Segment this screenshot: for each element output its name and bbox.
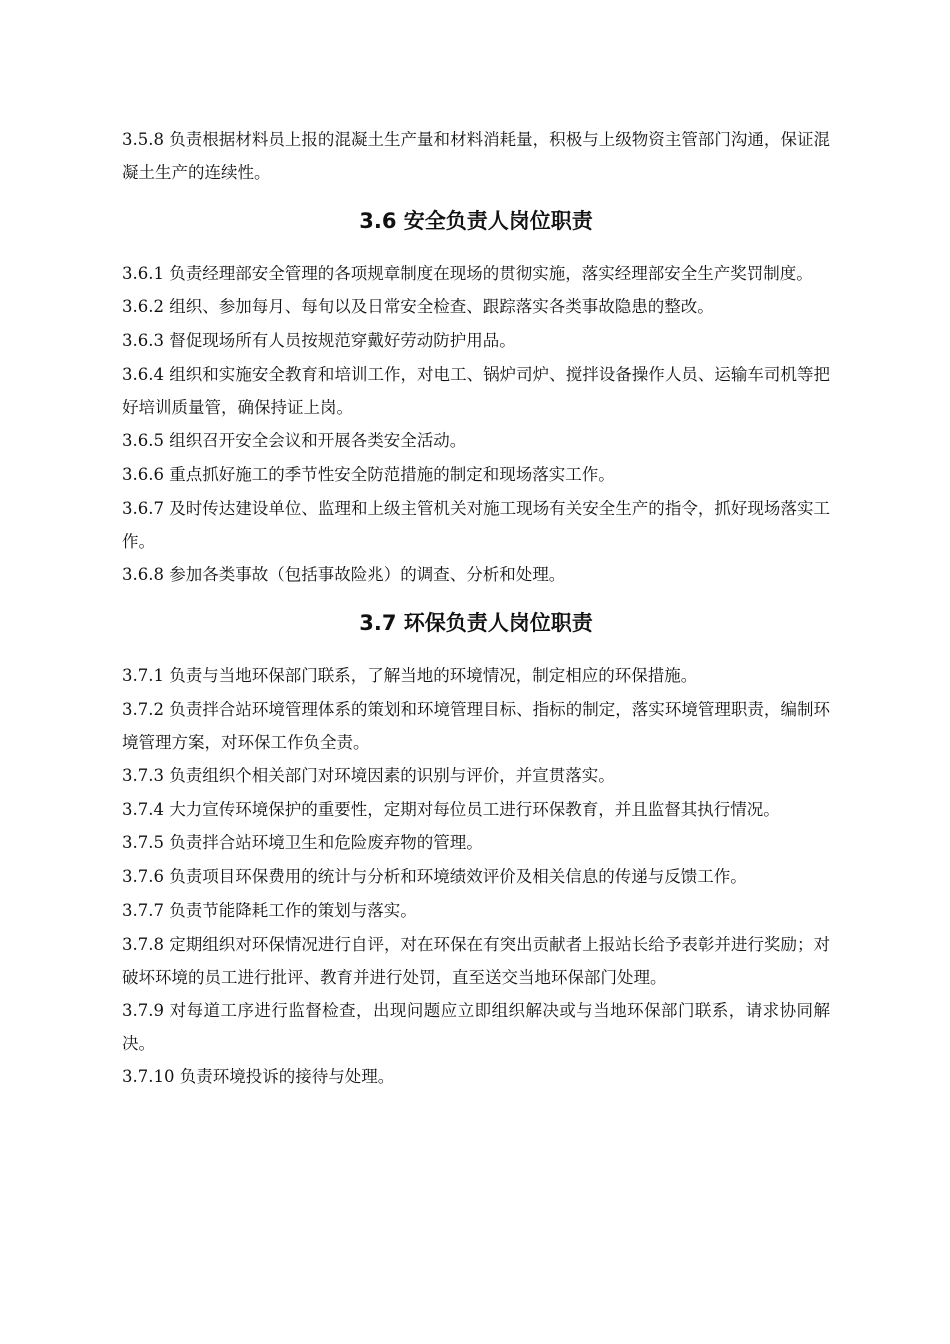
list-item: 3.6.3 督促现场所有人员按规范穿戴好劳动防护用品。 — [122, 331, 516, 350]
list-item: 3.6.6 重点抓好施工的季节性安全防范措施的制定和现场落实工作。 — [122, 465, 615, 484]
list-item: 3.7.3 负责组织个相关部门对环境因素的识别与评价，并宣贯落实。 — [122, 766, 615, 785]
list-item: 3.6.1 负责经理部安全管理的各项规章制度在现场的贯彻实施，落实经理部安全生产奖罚制度。 — [122, 264, 813, 283]
list-item: 3.6.2 组织、参加每月、每旬以及日常安全检查、跟踪落实各类事故隐患的整改。 — [122, 297, 714, 316]
list-item: 3.7.5 负责拌合站环境卫生和危险废弃物的管理。 — [122, 833, 483, 852]
list-item: 3.7.10 负责环境投诉的接待与处理。 — [122, 1067, 395, 1086]
document-page — [122, 123, 830, 1094]
section-heading-3-7: 3.7 环保负责人岗位职责 — [359, 611, 593, 635]
paragraph-3-5-8: 3.5.8 负责根据材料员上报的混凝土生产量和材料消耗量，积极与上级物资主管部门沟通，保证混凝土生产的连续性。 — [122, 130, 830, 182]
list-item: 3.7.8 定期组织对环保情况进行自评，对在环保在有突出贡献者上报站长给予表彰并进行奖励；对破坏环境的员工进行批评、教育并进行处罚，直至送交当地环保部门处理。 — [122, 935, 830, 987]
list-item: 3.7.2 负责拌合站环境管理体系的策划和环境管理目标、指标的制定，落实环境管理职责，编制环境管理方案，对环保工作负全责。 — [122, 700, 830, 752]
list-item: 3.7.6 负责项目环保费用的统计与分析和环境绩效评价及相关信息的传递与反馈工作。 — [122, 867, 747, 886]
list-item: 3.7.7 负责节能降耗工作的策划与落实。 — [122, 901, 417, 920]
list-item: 3.6.5 组织召开安全会议和开展各类安全活动。 — [122, 431, 467, 450]
list-item: 3.6.4 组织和实施安全教育和培训工作，对电工、锅炉司炉、搅拌设备操作人员、运输车司机等把好培训质量管，确保持证上岗。 — [122, 365, 830, 417]
section-heading-3-6: 3.6 安全负责人岗位职责 — [359, 209, 593, 233]
list-item: 3.7.4 大力宣传环境保护的重要性，定期对每位员工进行环保教育，并且监督其执行情况。 — [122, 800, 780, 819]
list-item: 3.7.1 负责与当地环保部门联系，了解当地的环境情况，制定相应的环保措施。 — [122, 666, 698, 685]
list-item: 3.6.7 及时传达建设单位、监理和上级主管机关对施工现场有关安全生产的指令，抓好现场落实工作。 — [122, 499, 830, 551]
list-item: 3.7.9 对每道工序进行监督检查，出现问题应立即组织解决或与当地环保部门联系，请求协同解决。 — [122, 1001, 830, 1053]
list-item: 3.6.8 参加各类事故（包括事故险兆）的调查、分析和处理。 — [122, 565, 566, 584]
